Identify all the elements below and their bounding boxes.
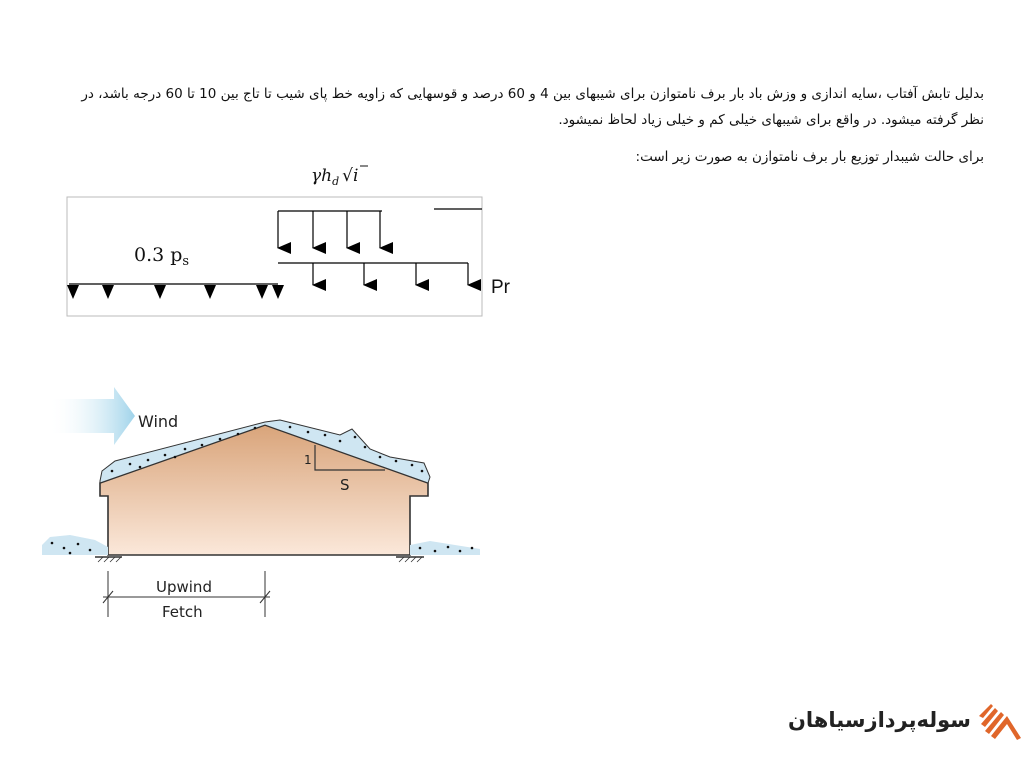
ground-snow-left [42,535,108,555]
paragraph-distribution: برای حالت شیبدار توزیع بار برف نامتوازن به صورت زیر است: [635,149,984,165]
diagram-frame [67,197,482,316]
wind-label: Wind [138,412,179,431]
brand-logo-icon [977,698,1023,742]
reduced-load-label: 0.3 $p_s$ [134,244,190,269]
slope-rise-label: 1 [304,453,312,467]
brand-logo-text: سوله‌پردازسیاهان [788,708,971,732]
slope-run-label: S [340,476,350,494]
snow-load-diagram [66,160,526,320]
fetch-label-upwind: Upwind [156,578,212,596]
unbalanced-load-formula: $\gamma h_d$ √i [311,166,359,188]
pr-label: Pr [491,277,510,298]
fetch-label-fetch: Fetch [162,603,203,621]
building-body [100,425,428,555]
brand-logo [788,698,1023,742]
paragraph-intro: بدلیل تابش آفتاب ،سایه اندازی و وزش باد بار برف نامتوازن برای شیبهای بین 4 و 60 درصد و قوسهایی که زاویه خط پای شیب تا تاج بین 10 تا 60 درجه باشد، در نظر گرفته میشود. در واقع برای شیبهای خیلی کم و خیلی زیاد لحاظ نمیشود. [81,86,984,128]
wind-arrow-icon [48,387,135,445]
roof-drift-diagram [40,385,490,625]
